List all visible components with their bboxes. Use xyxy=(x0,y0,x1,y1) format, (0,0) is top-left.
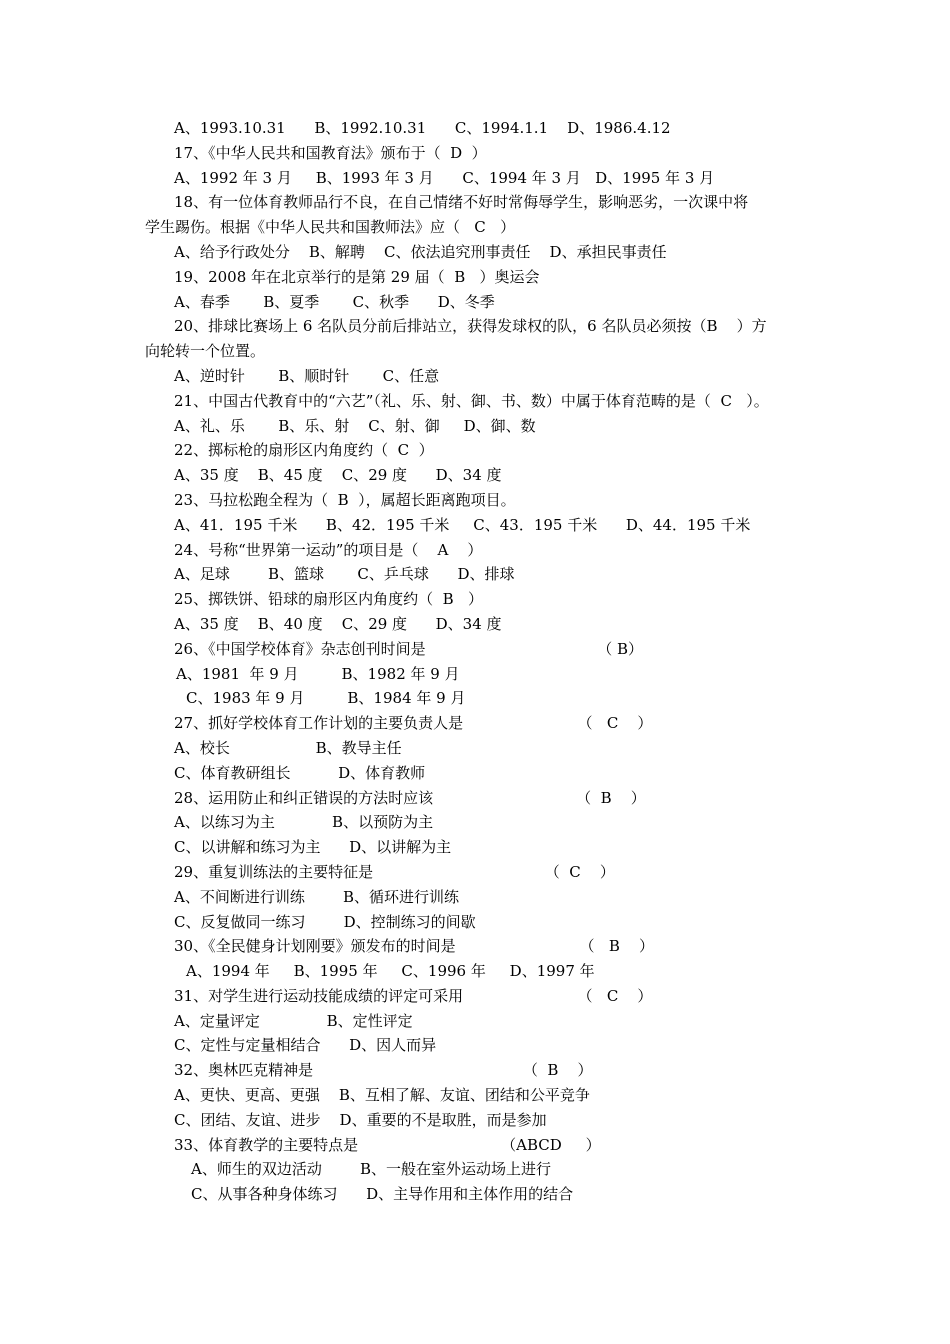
question-31-options-1: A、定量评定 B、定性评定 xyxy=(174,1011,413,1030)
question-25-options: A、35 度 B、40 度 C、29 度 D、34 度 xyxy=(174,614,502,633)
question-32: 32、奥林匹克精神是 （ B ） xyxy=(174,1061,593,1080)
question-18-cont: 学生踢伤。根据《中华人民共和国教师法》应（ C ） xyxy=(145,218,516,237)
question-23: 23、马拉松跑全程为（ B ），属超长距离跑项目。 xyxy=(174,490,516,509)
question-32-options-1: A、更快、更高、更强 B、互相了解、友谊、团结和公平竞争 xyxy=(174,1086,590,1105)
text-line-01: A、1993.10.31 B、1992.10.31 C、1994.1.1 D、1986.4.12 xyxy=(174,119,671,137)
question-33-options-2: C、从事各种身体练习 D、主导作用和主体作用的结合 xyxy=(191,1185,574,1204)
question-17: 17、《中华人民共和国教育法》颁布于（ D ） xyxy=(174,143,487,162)
question-21: 21、中国古代教育中的“六艺”（礼、乐、射、御、书、数）中属于体育范畴的是（ C ）。 xyxy=(174,391,769,410)
question-24-options: A、足球 B、篮球 C、乒乓球 D、排球 xyxy=(174,565,515,584)
question-30-options: A、1994 年 B、1995 年 C、1996 年 D、1997 年 xyxy=(186,962,595,981)
question-22-options: A、35 度 B、45 度 C、29 度 D、34 度 xyxy=(174,466,502,485)
question-33-options-1: A、师生的双边活动 B、一般在室外运动场上进行 xyxy=(191,1160,552,1179)
question-23-options: A、41．195 千米 B、42．195 千米 C、43．195 千米 D、44．195 千米 xyxy=(174,515,751,534)
question-28: 28、运用防止和纠正错误的方法时应该 （ B ） xyxy=(174,788,646,807)
question-18-options: A、给予行政处分 B、解聘 C、依法追究刑事责任 D、承担民事责任 xyxy=(174,242,667,261)
question-18: 18、有一位体育教师品行不良，在自己情绪不好时常侮辱学生，影响恶劣，一次课中将 xyxy=(174,193,749,212)
question-33: 33、体育教学的主要特点是 （ABCD ） xyxy=(174,1135,601,1154)
question-27: 27、抓好学校体育工作计划的主要负责人是 （ C ） xyxy=(174,714,653,733)
question-27-options-1: A、校长 B、教导主任 xyxy=(174,738,402,757)
question-26-options-1: A、1981 年 9 月 B、1982 年 9 月 xyxy=(176,664,460,683)
question-20-options: A、逆时针 B、顺时针 C、任意 xyxy=(174,366,440,385)
question-20: 20、排球比赛场上 6 名队员分前后排站立，获得发球权的队，6 名队员必须按（B ）方 xyxy=(174,317,767,336)
question-31-options-2: C、定性与定量相结合 D、因人而异 xyxy=(174,1036,437,1055)
question-31: 31、对学生进行运动技能成绩的评定可采用 （ C ） xyxy=(174,986,653,1005)
question-30: 30、《全民健身计划刚要》颁发布的时间是 （ B ） xyxy=(174,937,654,956)
question-21-options: A、礼、乐 B、乐、射 C、射、御 D、御、数 xyxy=(174,416,536,435)
question-19-options: A、春季 B、夏季 C、秋季 D、冬季 xyxy=(174,292,495,311)
question-20-cont: 向轮转一个位置。 xyxy=(145,342,266,361)
question-28-options-1: A、以练习为主 B、以预防为主 xyxy=(174,813,434,832)
question-26: 26、《中国学校体育》杂志创刊时间是 （ B） xyxy=(174,639,644,658)
question-29-options-1: A、不间断进行训练 B、循环进行训练 xyxy=(174,887,460,906)
question-26-options-2: C、1983 年 9 月 B、1984 年 9 月 xyxy=(186,689,466,708)
question-24: 24、号称“世界第一运动”的项目是（ A ） xyxy=(174,540,483,559)
question-25: 25、掷铁饼、铅球的扇形区内角度约（ B ） xyxy=(174,590,483,609)
question-29: 29、重复训练法的主要特征是 （ C ） xyxy=(174,862,615,881)
question-28-options-2: C、以讲解和练习为主 D、以讲解为主 xyxy=(174,838,452,857)
question-32-options-2: C、团结、友谊、进步 D、重要的不是取胜，而是参加 xyxy=(174,1110,547,1129)
document-body xyxy=(145,116,810,1207)
question-29-options-2: C、反复做同一练习 D、控制练习的间歇 xyxy=(174,912,476,931)
question-22: 22、掷标枪的扇形区内角度约（ C ） xyxy=(174,441,434,460)
question-19: 19、2008 年在北京举行的是第 29 届（ B ）奥运会 xyxy=(174,267,540,286)
question-27-options-2: C、体育教研组长 D、体育教师 xyxy=(174,763,426,782)
question-17-options: A、1992 年 3 月 B、1993 年 3 月 C、1994 年 3 月 D、1995 年 3 月 xyxy=(174,168,715,187)
